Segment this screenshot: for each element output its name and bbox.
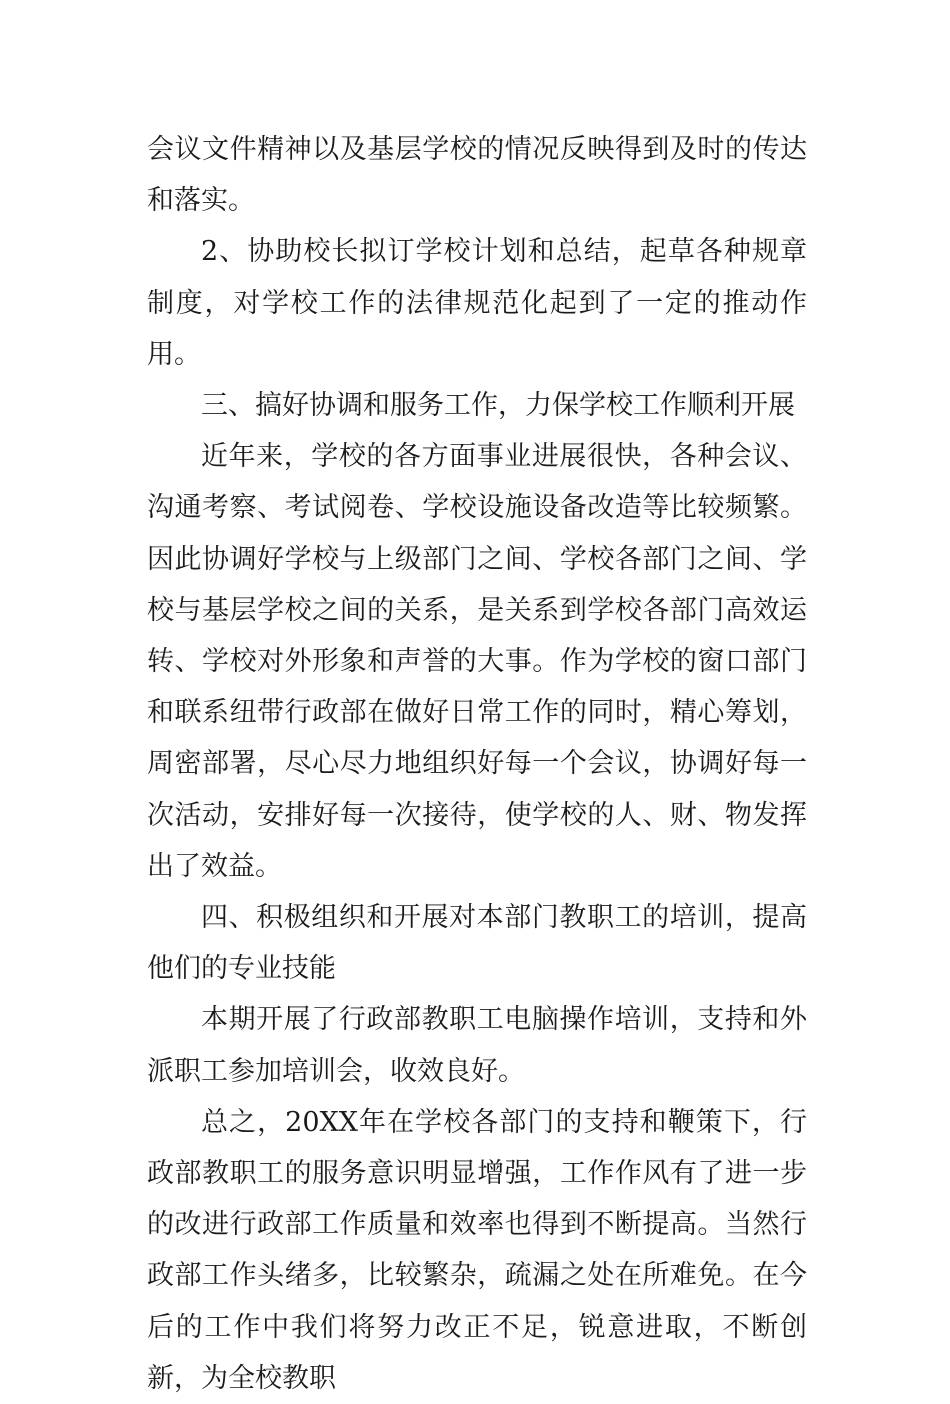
document-body [147,124,807,1404]
paragraph-coordination: 近年来，学校的各方面事业进展很快，各种会议、沟通考察、考试阅卷、学校设施设备改造等比较频繁。因此协调好学校与上级部门之间、学校各部门之间、学校与基层学校之间的关系，是关系到学校各部门高效运转、学校对外形象和声誉的大事。作为学校的窗口部门和联系纽带行政部在做好日常工作的同时，精心筹划，周密部署，尽心尽力地组织好每一个会议，协调好每一次活动，安排好每一次接待，使学校的人、财、物发挥出了效益。 [147,441,807,882]
section-heading-3: 三、搞好协调和服务工作，力保学校工作顺利开展 [201,390,795,422]
paragraph-item-2: 2、协助校长拟订学校计划和总结，起草各种规章制度，对学校工作的法律规范化起到了一定的推动作用。 [147,236,807,370]
paragraph-training: 本期开展了行政部教职工电脑操作培训，支持和外派职工参加培训会，收效良好。 [147,1004,807,1087]
paragraph-continuation: 会议文件精神以及基层学校的情况反映得到及时的传达和落实。 [147,134,807,217]
section-heading-4: 四、积极组织和开展对本部门教职工的培训，提高他们的专业技能 [147,902,807,985]
paragraph-summary: 总之，20XX年在学校各部门的支持和鞭策下，行政部教职工的服务意识明显增强，工作作风有了进一步的改进行政部工作质量和效率也得到不断提高。当然行政部工作头绪多，比较繁杂，疏漏之处在所难免。在今后的工作中我们将努力改正不足，锐意进取，不断创新，为全校教职 [147,1106,807,1394]
